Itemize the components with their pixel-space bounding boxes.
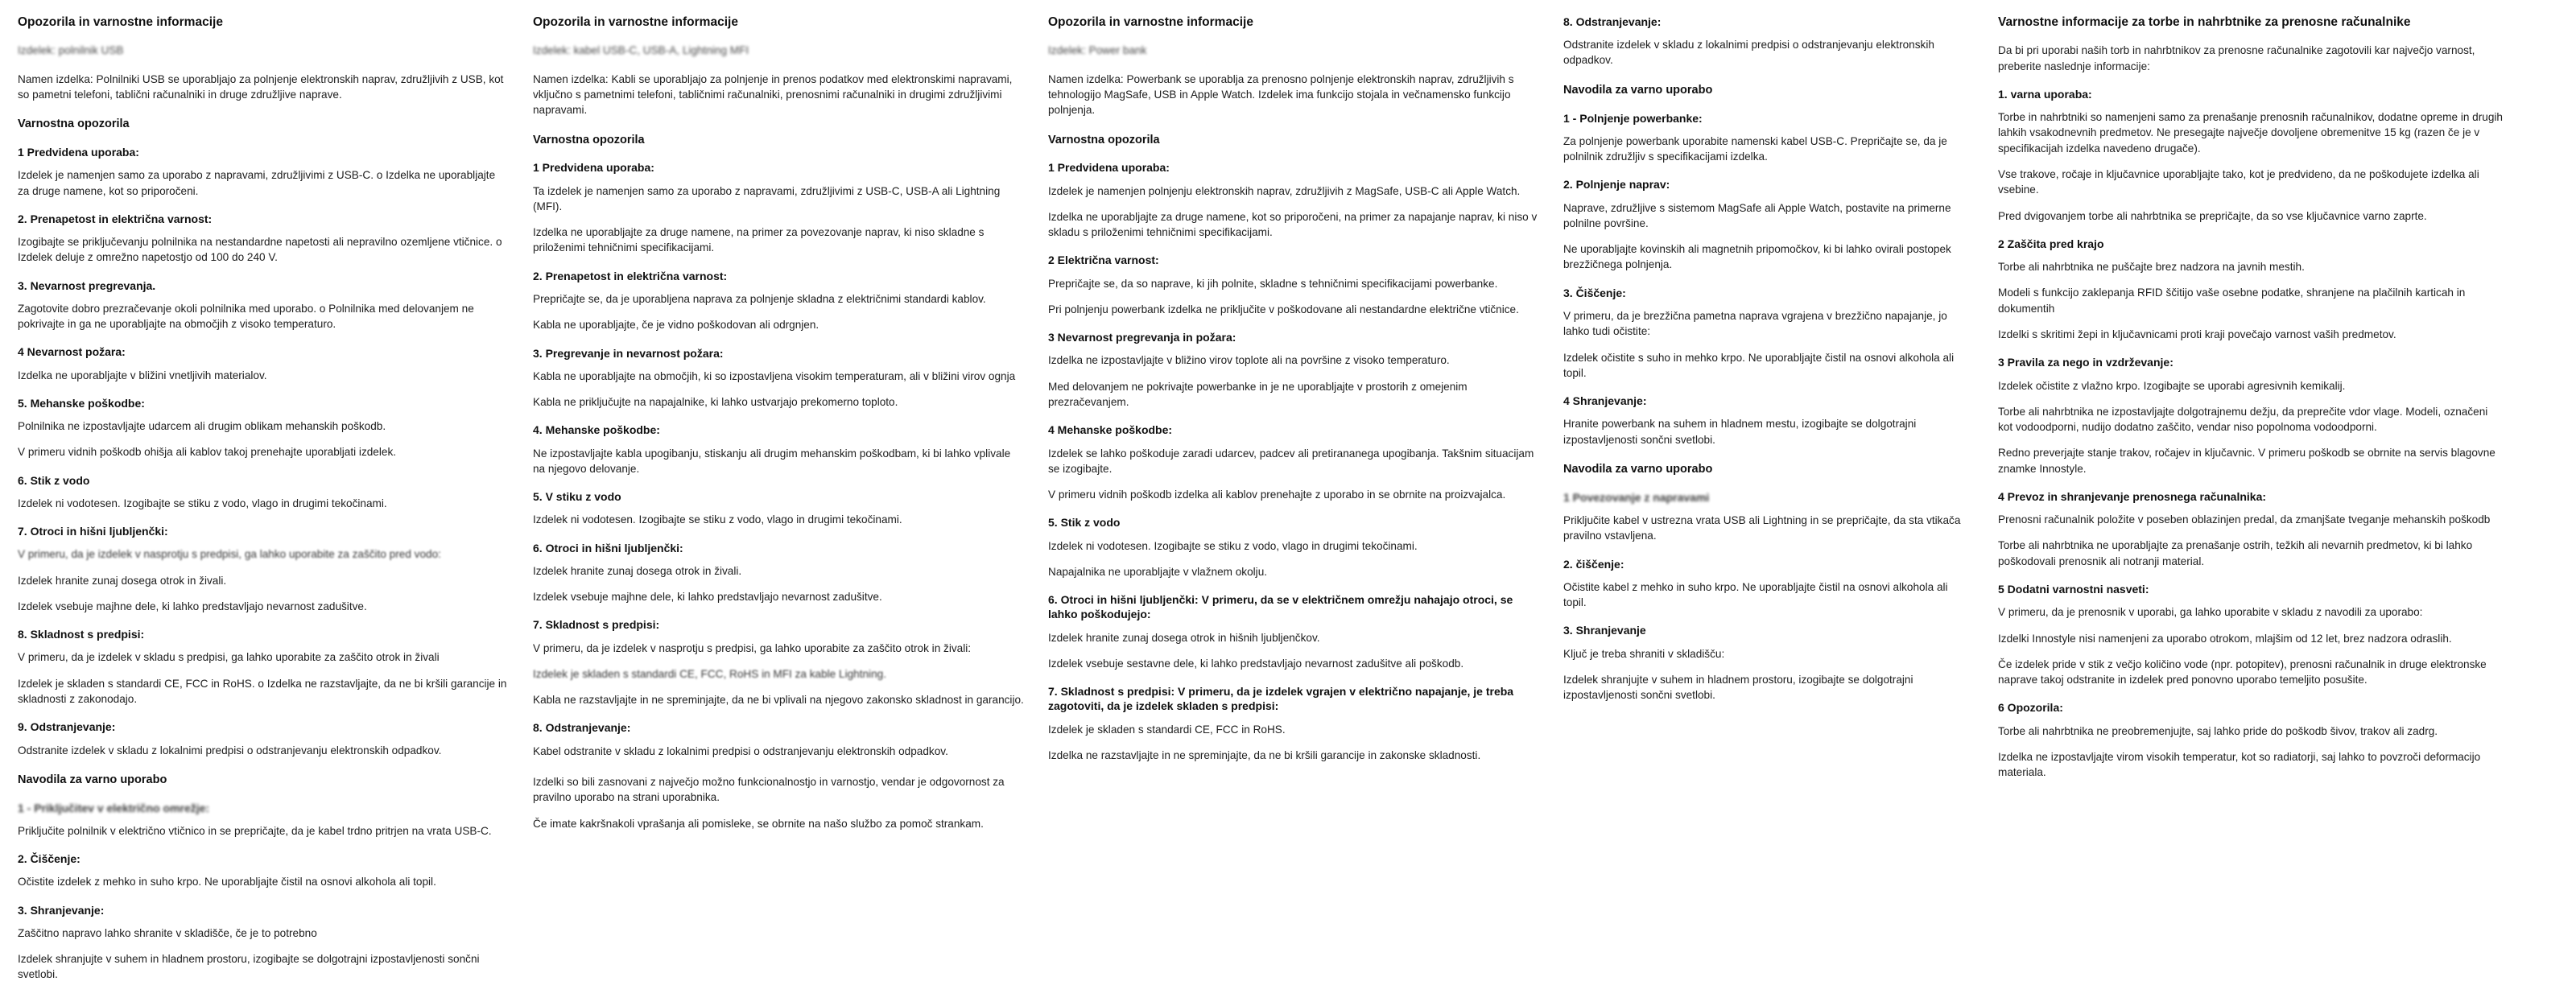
item-title: 3. Čiščenje: — [1563, 286, 1626, 299]
item-text: Modeli s funkcijo zaklepanja RFID ščitijo vaše osebne podatke, shranjene na plačilnih karticah in dokumentih — [1998, 287, 2466, 315]
product-name: Izdelek: kabel USB-C, USB-A, Lightning MFI — [533, 44, 749, 57]
item-text: Ne uporabljajte kovinskih ali magnetnih pripomočkov, ki bi lahko ovirali postopek brezžičnega polnjenja. — [1563, 243, 1951, 271]
item-title: 1 - Priključitev v električno omrežje: — [18, 801, 210, 814]
item-text: Izdelek shranjujte v suhem in hladnem prostoru, izogibajte se dolgotrajni izpostavljenosti sončni svetlobi. — [1563, 673, 1913, 702]
item-title: 2 Zaščita pred krajo — [1998, 237, 2104, 250]
item-text: Izdelek hranite zunaj dosega otrok in živali. — [533, 564, 742, 577]
item-text: Torbe ali nahrbtnika ne izpostavljajte dolgotrajnemu dežju, da preprečite vdor vlage. Modeli, označeni kot vodoodporni, nudijo dodatno zaščito, vendar niso popolnoma vodoodporni. — [1998, 405, 2488, 434]
item-text: Za polnjenje powerbank uporabite namenski kabel USB-C. Prepričajte se, da je polnilnik združljiv s specifikacijami izdelka. — [1563, 134, 1947, 163]
item-text: Zaščitno napravo lahko shranite v skladišče, če je to potrebno — [18, 926, 317, 939]
item-title: 3. Nevarnost pregrevanja. — [18, 278, 156, 292]
item-text: Če izdelek pride v stik z večjo količino vode (npr. potopitev), prenosni računalnik in druge elektronske naprave takoj odstranite in izdelek pred ponovno uporabo temeljito posušite. — [1998, 658, 2487, 686]
item-text: Pred dvigovanjem torbe ali nahrbtnika se prepričajte, da so vse ključavnice varno zaprte. — [1998, 209, 2427, 222]
item-title: 1. varna uporaba: — [1998, 87, 2092, 101]
item-text: Izdelek je skladen s standardi CE, FCC in RoHS. o Izdelka ne razstavljajte, da ne bi kršili garancije in skladnosti z zakonodajo. — [18, 677, 507, 706]
item-title: 8. Skladnost s predpisi: — [18, 628, 145, 641]
item-title: 2. Polnjenje naprav: — [1563, 178, 1670, 192]
item-title: 3. Pregrevanje in nevarnost požara: — [533, 346, 724, 360]
item-text: Priključite kabel v ustrezna vrata USB ali Lightning in se prepričajte, da sta vtikača pravilno vstavljena. — [1563, 513, 1961, 542]
item-text: Zagotovite dobro prezračevanje okoli polnilnika med uporabo. o Polnilnika med delovanjem ne pokrivajte in ga ne uporabljajte na območjih z visoko temperaturo. — [18, 302, 474, 331]
item-title: 8. Odstranjevanje: — [1563, 15, 1662, 28]
item-title: 4 Shranjevanje: — [1563, 394, 1647, 408]
section-heading-usage-cable: Navodila za varno uporabo — [1563, 462, 1713, 476]
item-text: Očistite izdelek z mehko in suho krpo. Ne uporabljajte čistil na osnovi alkohola ali topil. — [18, 876, 436, 888]
item-title: 3 Pravila za nego in vzdrževanje: — [1998, 356, 2174, 369]
item-title: 4 Prevoz in shranjevanje prenosnega računalnika: — [1998, 489, 2267, 503]
item-title: 9. Odstranjevanje: — [18, 720, 116, 734]
item-title: 1 Predvidena uporaba: — [1048, 161, 1170, 175]
item-title: 2. Čiščenje: — [18, 852, 80, 866]
product-name: Izdelek: polnilnik USB — [18, 44, 124, 57]
item-text: Prepričajte se, da je uporabljena naprava za polnjenje skladna z električnimi standardi kablov. — [533, 292, 986, 305]
footer-note: Izdelki so bili zasnovani z največjo možno funkcionalnostjo in varnostjo, vendar je odgovornost za pravilno uporabo na strani uporabnika. — [533, 775, 1005, 804]
item-title: 6. Stik z vodo — [18, 473, 90, 487]
item-text: V primeru, da je prenosnik v uporabi, ga lahko uporabite v skladu z navodili za uporabo: — [1998, 606, 2423, 619]
item-text: Izdelka ne izpostavljajte v bližino virov toplote ali na površine z visoko temperaturo. — [1048, 354, 1450, 367]
item-text: Kabla ne uporabljajte, če je vidno poškodovan ali odrgnjen. — [533, 319, 819, 332]
item-title: 1 Predvidena uporaba: — [18, 146, 139, 159]
column-powerbank-continued — [1557, 14, 1992, 713]
column-title: Varnostne informacije za torbe in nahrbtnike za prenosne računalnike — [1998, 15, 2411, 29]
item-text: Napajalnika ne uporabljajte v vlažnem okolju. — [1048, 565, 1268, 578]
item-text: Izdelka ne izpostavljajte virom visokih temperatur, kot so radiatorji, saj lahko to povzroči deformacijo materiala. — [1998, 750, 2481, 779]
item-title: 5 Dodatni varnostni nasveti: — [1998, 583, 2149, 596]
product-purpose: Namen izdelka: Powerbank se uporablja za prenosno polnjenje elektronskih naprav, združljivih s tehnologijo MagSafe, USB in Apple Watch. Izdelek ima funkcijo stojala in večnamensko funkcijo polnjenja. — [1048, 72, 1514, 117]
item-text: Izdelek ni vodotesen. Izogibajte se stiku z vodo, vlago in drugimi tekočinami. — [533, 513, 902, 526]
item-text: Izdelek hranite zunaj dosega otrok in hišnih ljubljenčkov. — [1048, 631, 1320, 644]
item-text: Kabla ne uporabljajte na območjih, ki so izpostavljena visokim temperaturam, ali v bližini virov ognja — [533, 369, 1016, 382]
product-purpose: Namen izdelka: Kabli se uporabljajo za polnjenje in prenos podatkov med elektronskimi napravami, vključno s pametnimi telefoni, tabličnimi računalniki, prenosnimi računalniki in drugimi združljivimi napravami. — [533, 72, 1013, 117]
item-title: 7. Skladnost s predpisi: — [533, 618, 660, 632]
item-title: 6. Otroci in hišni ljubljenčki: V primeru, da se v električnem omrežju nahajajo otroci, se lahko poškodujejo: — [1048, 593, 1513, 621]
item-text: Izdelka ne uporabljajte za druge namene, kot so priporočeni, na primer za napajanje naprav, ki niso v skladu s priloženimi tehničnimi specifikacijami. — [1048, 210, 1538, 239]
item-text: Pri polnjenju powerbank izdelka ne priključite v poškodovane ali nestandardne električne vtičnice. — [1048, 303, 1519, 315]
item-title: 6. Otroci in hišni ljubljenčki: — [533, 541, 683, 555]
section-heading-warnings: Varnostna opozorila — [18, 118, 130, 131]
item-text: V primeru, da je izdelek v nasprotju s predpisi, ga lahko uporabite za zaščito pred vodo: — [18, 548, 441, 561]
item-title: 7. Skladnost s predpisi: V primeru, da je izdelek vgrajen v električno napajanje, je treba zagotoviti, da je izdelek skladen s predpisi: — [1048, 685, 1514, 713]
item-title: 2. Prenapetost in električna varnost: — [18, 212, 213, 225]
item-title: 1 Povezovanje z napravami — [1563, 490, 1710, 504]
item-title: 4. Mehanske poškodbe: — [533, 423, 660, 437]
item-text: Izdelek je skladen s standardi CE, FCC in RoHS. — [1048, 723, 1286, 736]
item-title: 5. Stik z vodo — [1048, 516, 1121, 530]
item-text: Izdelek shranjujte v suhem in hladnem prostoru, izogibajte se dolgotrajni izpostavljenosti sončni svetlobi. — [18, 953, 480, 981]
item-text: Naprave, združljive s sistemom MagSafe ali Apple Watch, postavite na primerne polnilne površine. — [1563, 201, 1951, 229]
item-text: Ne izpostavljajte kabla upogibanju, stiskanju ali drugim mehanskim poškodbam, ki bi lahko vplivale na njegovo delovanje. — [533, 447, 1011, 475]
column-bags — [1992, 14, 2523, 791]
item-text: Izdelek vsebuje majhne dele, ki lahko predstavljajo nevarnost zadušitve. — [18, 600, 367, 612]
item-text: Odstranite izdelek v skladu z lokalnimi predpisi o odstranjevanju elektronskih odpadkov. — [18, 744, 442, 757]
item-title: 5. Mehanske poškodbe: — [18, 396, 145, 410]
item-text: Izdelka ne razstavljajte in ne spreminjajte, da ne bi kršili garancije in zakonske skladnosti. — [1048, 748, 1481, 761]
column-title: Opozorila in varnostne informacije — [533, 15, 738, 29]
item-text: Izdelek hranite zunaj dosega otrok in živali. — [18, 574, 227, 587]
item-text: V primeru, da je brezžična pametna naprava vgrajena v brezžično napajanje, jo lahko tudi očistite: — [1563, 309, 1947, 338]
item-text: Prepričajte se, da so naprave, ki jih polnite, skladne s tehničnimi specifikacijami powerbanke. — [1048, 277, 1498, 290]
item-title: 3. Shranjevanje: — [18, 903, 105, 917]
item-text: Očistite kabel z mehko in suho krpo. Ne uporabljajte čistil na osnovi alkohola ali topil. — [1563, 580, 1948, 609]
item-text: V primeru, da je izdelek v skladu s predpisi, ga lahko uporabite za zaščito otrok in živali — [18, 651, 440, 664]
item-text: Izdelek vsebuje majhne dele, ki lahko predstavljajo nevarnost zadušitve. — [533, 591, 882, 604]
column-title: Opozorila in varnostne informacije — [18, 15, 223, 29]
item-title: 1 - Polnjenje powerbanke: — [1563, 111, 1703, 125]
item-title: 1 Predvidena uporaba: — [533, 161, 654, 175]
item-title: 2. čiščenje: — [1563, 557, 1624, 571]
item-title: 5. V stiku z vodo — [533, 490, 621, 504]
product-name: Izdelek: Power bank — [1048, 44, 1147, 57]
item-title: 2 Električna varnost: — [1048, 254, 1159, 267]
item-title: 2. Prenapetost in električna varnost: — [533, 269, 728, 282]
item-text: Kabla ne priključujte na napajalnike, ki lahko ustvarjajo prekomerno toploto. — [533, 396, 898, 409]
item-text: Ključ je treba shraniti v skladišču: — [1563, 647, 1725, 660]
section-heading-warnings: Varnostna opozorila — [533, 133, 645, 146]
item-text: Polnilnika ne izpostavljajte udarcem ali drugim oblikam mehanskih poškodb. — [18, 420, 386, 433]
item-text: Izdelek je namenjen samo za uporabo z napravami, združljivimi z USB-C. o Izdelka ne uporabljajte za druge namene, kot so priporočeni. — [18, 169, 496, 197]
item-text: Izdelek je namenjen polnjenju elektronskih naprav, združljivih z MagSafe, USB-C ali Apple Watch. — [1048, 184, 1521, 197]
column-title: Opozorila in varnostne informacije — [1048, 15, 1253, 29]
item-text: Torbe in nahrbtniki so namenjeni samo za prenašanje prenosnih računalnikov, dodatne opreme in drugih lahkih vsakodnevnih predmetov. Ne presegajte največje dovoljene obremenitve 15 kg (razen če je v specifikacijah izdelka navedeno drugače). — [1998, 111, 2503, 155]
item-text: V primeru vidnih poškodb ohišja ali kablov takoj prenehajte uporabljati izdelek. — [18, 446, 397, 459]
intro-text: Da bi pri uporabi naših torb in nahrbtnikov za prenosne računalnike zagotovili kar največjo varnost, preberite naslednje informacije: — [1998, 44, 2475, 72]
item-text: Kabel odstranite v skladu z lokalnimi predpisi o odstranjevanju elektronskih odpadkov. — [533, 744, 948, 757]
item-text: Izdelek očistite s suho in mehko krpo. Ne uporabljajte čistil na osnovi alkohola ali topil. — [1563, 351, 1955, 379]
section-heading-warnings: Varnostna opozorila — [1048, 133, 1160, 146]
section-heading-usage: Navodila za varno uporabo — [18, 773, 167, 786]
item-text: Priključite polnilnik v električno vtičnico in se prepričajte, da je kabel trdno pritrjen na vrata USB-C. — [18, 824, 492, 837]
item-text: Hranite powerbank na suhem in hladnem mestu, izogibajte se dolgotrajni izpostavljenosti sončni svetlobi. — [1563, 418, 1917, 446]
item-text: Prenosni računalnik položite v poseben oblazinjen predal, da zmanjšate tveganje mehanskih poškodb — [1998, 513, 2491, 526]
item-title: 3 Nevarnost pregrevanja in požara: — [1048, 331, 1236, 344]
item-text: Izogibajte se priključevanju polnilnika na nestandardne napetosti ali nepravilno ozemljene vtičnice. o Izdelek deluje z omrežno napetostjo od 100 do 240 V. — [18, 236, 502, 264]
item-text: Torbe ali nahrbtnika ne puščajte brez nadzora na javnih mestih. — [1998, 261, 2305, 274]
item-text: Med delovanjem ne pokrivajte powerbanke in je ne uporabljajte v prostorih z omejenim prezračevanjem. — [1048, 380, 1468, 409]
item-text: Vse trakove, ročaje in ključavnice uporabljajte tako, kot je predvideno, da ne poškodujete izdelka ali vsebine. — [1998, 168, 2479, 196]
item-title: 4 Nevarnost požara: — [18, 345, 126, 359]
item-text: Izdelek ni vodotesen. Izogibajte se stiku z vodo, vlago in drugimi tekočinami. — [1048, 539, 1418, 552]
item-text: Odstranite izdelek v skladu z lokalnimi predpisi o odstranjevanju elektronskih odpadkov. — [1563, 39, 1934, 67]
item-text: Torbe ali nahrbtnika ne uporabljajte za prenašanje ostrih, težkih ali nevarnih predmetov, ki bi lahko poškodovali prenosnik ali notranji material. — [1998, 539, 2473, 567]
item-text: Izdelka ne uporabljajte za druge namene, na primer za povezovanje naprav, ki niso skladne s priloženimi tehničnimi specifikacijami. — [533, 226, 985, 254]
item-text: Izdelek se lahko poškoduje zaradi udarcev, padcev ali pretirananega upogibanja. Takšnim situacijam se izogibajte. — [1048, 447, 1534, 475]
item-text: Izdelek ni vodotesen. Izogibajte se stiku z vodo, vlago in drugimi tekočinami. — [18, 497, 387, 509]
column-charger — [11, 14, 526, 993]
item-text: Redno preverjajte stanje trakov, ročajev in ključavnic. V primeru poškodb se obrnite na servis blagovne znamke Innostyle. — [1998, 447, 2496, 475]
item-text: Izdelek vsebuje sestavne dele, ki lahko predstavljajo nevarnost zadušitve ali poškodb. — [1048, 657, 1464, 670]
column-powerbank — [1042, 14, 1557, 773]
item-text: Izdelka ne uporabljajte v bližini vnetljivih materialov. — [18, 369, 267, 381]
item-text: Torbe ali nahrbtnika ne preobremenjujte, saj lahko pride do poškodb šivov, trakov ali zadrg. — [1998, 724, 2438, 737]
item-text: Izdelki Innostyle nisi namenjeni za uporabo otrokom, mlajšim od 12 let, brez nadzora odraslih. — [1998, 632, 2452, 645]
product-purpose: Namen izdelka: Polnilniki USB se uporabljajo za polnjenje elektronskih naprav, združljivih z USB, kot so pametni telefoni, tablični računalniki in druge združljive naprave. — [18, 72, 504, 101]
item-text: Kabla ne razstavljajte in ne spreminjajte, da ne bi vplivali na njegovo zakonsko skladnost in garancijo. — [533, 694, 1024, 707]
item-text: V primeru vidnih poškodb izdelka ali kablov prenehajte z uporabo in se obrnite na proizvajalca. — [1048, 489, 1506, 501]
section-heading-usage: Navodila za varno uporabo — [1563, 83, 1713, 97]
item-title: 8. Odstranjevanje: — [533, 721, 631, 735]
item-title: 7. Otroci in hišni ljubljenčki: — [18, 525, 168, 538]
item-text: Izdelek očistite z vlažno krpo. Izogibajte se uporabi agresivnih kemikalij. — [1998, 379, 2346, 392]
item-text: Ta izdelek je namenjen samo za uporabo z napravami, združljivimi z USB-C, USB-A ali Lightning (MFI). — [533, 184, 1001, 212]
item-text: V primeru, da je izdelek v nasprotju s predpisi, ga lahko uporabite za zaščito otrok in živali: — [533, 641, 972, 654]
item-title: 6 Opozorila: — [1998, 701, 2063, 715]
footer-note: Če imate kakršnakoli vprašanja ali pomisleke, se obrnite na našo službo za pomoč strankam. — [533, 817, 984, 830]
item-title: 3. Shranjevanje — [1563, 624, 1646, 637]
item-title: 4 Mehanske poškodbe: — [1048, 423, 1173, 437]
item-text: Izdelki s skritimi žepi in ključavnicami proti kraji povečajo varnost vaših predmetov. — [1998, 328, 2396, 341]
column-cable — [526, 14, 1042, 842]
item-text: Izdelek je skladen s standardi CE, FCC, RoHS in MFI za kable Lightning. — [533, 667, 886, 680]
